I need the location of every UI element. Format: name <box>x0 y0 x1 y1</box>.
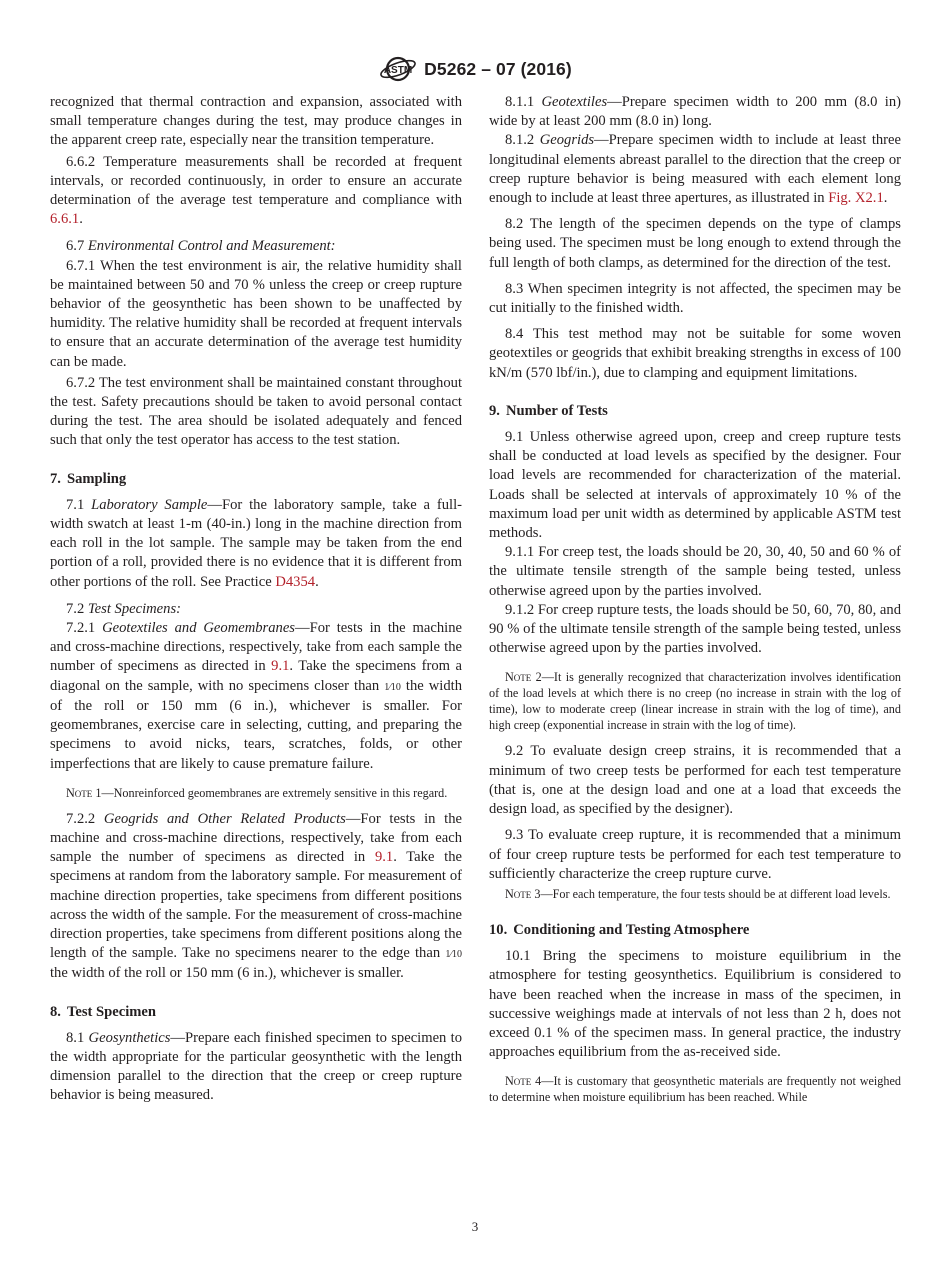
clause-number: 6.7 <box>66 238 88 255</box>
right-column <box>489 93 901 1114</box>
paragraph-8-2: 8.2 The length of the specimen depends on the type of clamps being used. The specimen must be long enough to extend through the full length of both clamps, as determined for the direction of the test. <box>489 216 901 271</box>
note-text: —Nonreinforced geomembranes are extremely sensitive in this regard. <box>101 785 448 800</box>
fraction: 1⁄10 <box>384 681 401 693</box>
note-label: Note 2 <box>505 670 542 685</box>
clause-title: Geotextiles <box>541 94 608 110</box>
clause-number: 8.1.1 <box>505 94 542 110</box>
paragraph-8-3: 8.3 When specimen integrity is not affected, the specimen may be cut initially to the finished width. <box>489 280 901 317</box>
link-fig-x2-1[interactable]: Fig. X2.1 <box>828 190 884 207</box>
paragraph-text: —Prepare each finished specimen to specimen to the width appropriate for the particular geosynthetic with the length dimension parallel to the direction that the creep or creep rupture behavior is being measured. <box>50 1029 462 1104</box>
section-title: Number of Tests <box>505 402 608 419</box>
page-number: 3 <box>471 1219 479 1234</box>
clause-number: 7.1 <box>66 496 92 513</box>
astm-logo-icon <box>378 53 418 85</box>
note-1 <box>50 785 462 801</box>
note-text: —For each temperature, the four tests should be at different load levels. <box>540 886 891 901</box>
clause-title: Geosynthetics <box>88 1029 171 1046</box>
svg-text:ASTM: ASTM <box>384 65 413 76</box>
paragraph-9-1-1: 9.1.1 For creep test, the loads should be 20, 30, 40, 50 and 60 % of the ultimate tensile strength of the sample being tested, unless otherwise agreed upon by the parties involved. <box>489 544 901 599</box>
note-text: —It is customary that geosynthetic materials are frequently not weighed to determine when moisture equilibrium has been reached. While <box>489 1074 901 1105</box>
section-heading-10 <box>489 921 901 940</box>
note-label: Note 3 <box>505 886 541 901</box>
paragraph-10-1: 10.1 Bring the specimens to moisture equilibrium in the atmosphere for testing geosynthetics. Equilibrium is considered to have been reached when the increase in mass of the specimen, in successive weighings made at intervals of not less than 2 h, does not exceed 0.1 % of the specimen mass. In general practice, the industry approaches equilibrium from the as-received side. <box>489 948 901 1061</box>
paragraph-text: the width of the roll or 150 mm (6 in.), whichever is smaller. <box>50 965 404 982</box>
clause-title: Geogrids <box>539 132 595 149</box>
section-heading-9 <box>489 402 901 421</box>
fraction: 1⁄10 <box>445 949 462 961</box>
clause-number: 7.2.1 <box>66 620 103 637</box>
clause-title: Geotextiles and Geomembranes <box>102 620 295 637</box>
paragraph-text: —Prepare specimen width to 200 mm (8.0 in) wide by at least 200 mm (8.0 in) long. <box>489 94 901 130</box>
paragraph-text: . Take the specimens from a diagonal on the sample, with no specimens closer than <box>50 658 462 694</box>
note-label: Note 1 <box>66 785 102 800</box>
paragraph-7-2 <box>50 600 462 619</box>
note-2 <box>489 669 901 733</box>
paragraph-text: the width of the roll or 150 mm (6 in.), whichever is smaller. For geomembranes, exercise care in selecting, cutting, and preparing the specimens to avoid nicks, tears, scratches, folds, or other imperfections that are likely to cause premature failure. <box>50 677 462 772</box>
paragraph-text: —For the laboratory sample, take a full-width swatch at least 1-m (40-in.) long in the machine direction from each roll in the lot sample. The sample may be taken from the end portion of a roll, provided there is no evidence that it is different from other portions of the roll. See Practice <box>50 496 463 590</box>
paragraph-text: 6.6.2 Temperature measurements shall be recorded at frequent intervals, or recorded continuously, in order to ensure an accurate determination of the average test temperature and compliance with <box>50 153 462 209</box>
left-column <box>50 93 462 1106</box>
paragraph-text: —For tests in the machine and cross-machine directions, respectively, take from each sample the number of specimens as directed in <box>50 810 462 866</box>
clause-number: 7.2.2 <box>66 810 104 827</box>
note-text: —It is generally recognized that characterization involves identification of the load levels at which there is no creep (no increase in strain with the log of time), low to moderate creep (linear increase in strain with the log of time), and high creep (exponential increase in strain with the log of time). <box>489 670 902 733</box>
paragraph-6-7-1: 6.7.1 When the test environment is air, the relative humidity shall be maintained between 50 and 70 % unless the creep or creep rupture behavior of the geosynthetic has been shown to be unaffected by humidity. The relative humidity shall be recorded at frequent intervals to ensure that an accurate determination of the average test humidity can be made. <box>50 257 462 370</box>
clause-title: Test Specimens: <box>87 600 181 617</box>
section-number: 7. <box>50 470 61 487</box>
paragraph-6-7 <box>50 237 462 256</box>
paragraph-9-1-2: 9.1.2 For creep rupture tests, the loads should be 50, 60, 70, 80, and 90 % of the ultimate tensile strength of the sample being tested, unless otherwise agreed upon by the parties involved. <box>489 601 901 657</box>
paragraph-9-1: 9.1 Unless otherwise agreed upon, creep and creep rupture tests shall be conducted at load levels as specified by the designer. Four load levels are recommended for characterization of the material. Loads shall be selected at intervals of approximately 10 % of the maximum load per unit width as determined by applicable ASTM test methods. <box>489 429 901 542</box>
link-6-6-1[interactable]: 6.6.1 <box>50 211 80 228</box>
clause-title: Geogrids and Other Related Products <box>103 810 346 827</box>
paragraph-6-6-1-continued: recognized that thermal contraction and expansion, associated with small temperature changes during the test, may produce changes in the apparent creep rate, especially near the transition temperature. <box>50 94 462 149</box>
link-9-1[interactable]: 9.1 <box>374 849 394 866</box>
link-9-1[interactable]: 9.1 <box>271 658 290 675</box>
note-4 <box>489 1073 901 1105</box>
section-number: 9. <box>489 402 500 419</box>
paragraph-text: —Prepare specimen width to include at least three longitudinal elements abreast parallel to the direction that the creep or creep rupture behavior is being measured with each element long enough to include at least three apertures, as illustrated in <box>489 132 901 207</box>
section-number: 8. <box>50 1003 61 1020</box>
section-title: Sampling <box>66 470 127 487</box>
paragraph-text: —For tests in the machine and cross-machine directions, respectively, take from each sample the number of specimens as directed in <box>50 620 462 675</box>
note-3 <box>489 886 901 902</box>
note-label: Note 4 <box>505 1074 542 1089</box>
paragraph-7-2-2 <box>50 810 462 984</box>
section-title: Test Specimen <box>66 1003 157 1020</box>
clause-title: Environmental Control and Measurement: <box>87 238 336 255</box>
section-number: 10. <box>489 921 508 938</box>
paragraph-8-1 <box>50 1029 462 1106</box>
paragraph-9-3: 9.3 To evaluate creep rupture, it is recommended that a minimum of four creep rupture tests be performed for each test temperature to sufficiently characterize the creep rupture curve. <box>489 827 901 882</box>
clause-title: Laboratory Sample <box>91 496 208 513</box>
section-heading-8 <box>50 1003 462 1022</box>
section-title: Conditioning and Testing Atmosphere <box>513 921 750 938</box>
paragraph-6-7-2: 6.7.2 The test environment shall be maintained constant throughout the test. Safety precautions should be taken to avoid personal contact during the test. The area should be isolated adequately and fenced such that only the test operator has access to the test station. <box>50 374 462 449</box>
clause-number: 8.1 <box>66 1029 89 1046</box>
paragraph-8-4: 8.4 This test method may not be suitable for some woven geotextiles or geogrids that exhibit breaking strengths in excess of 100 kN/m (570 lbf/in.), due to clamping and equipment limitations. <box>489 326 901 381</box>
paragraph-8-1-1 <box>489 93 901 131</box>
clause-number: 7.2 <box>66 600 88 617</box>
paragraph-9-2: 9.2 To evaluate design creep strains, it is recommended that a minimum of two creep tests be performed for each test temperature (that is, one at the design load and one at a load that exceeds the design load, as specified by the designer). <box>489 743 901 818</box>
paragraph-text: . Take the specimens at random from the laboratory sample. For measurement of machine direction properties, take specimens from different positions across the width of the sample. For the measurement of cross-machine direction properties, take specimens from different positions along the length of the sample. Take no specimens nearer to the edge than <box>50 849 462 962</box>
paragraph-8-1-2: 8.1.2 Geogrids—Prepare specimen width to include at least three longitudinal elements abreast parallel to the direction that the creep or creep rupture behavior is being measured with each element long enough to include at least three apertures, as illustrated in Fig. X2.1. <box>489 132 901 207</box>
paragraph-7-1: 7.1 Laboratory Sample—For the laboratory sample, take a full-width swatch at least 1-m (40-in.) long in the machine direction from each roll in the lot sample. The sample may be taken from the end portion of a roll, provided there is no evidence that it is different from other portions of the roll. See Practice D4354. <box>50 496 463 590</box>
section-heading-7 <box>50 470 462 489</box>
paragraph-7-2-1 <box>50 619 462 774</box>
paragraph-6-6-2: 6.6.2 Temperature measurements shall be recorded at frequent intervals, or recorded continuously, in order to ensure an accurate determination of the average test temperature and compliance with 6.6.1. <box>50 153 462 228</box>
link-d4354[interactable]: D4354 <box>275 573 316 590</box>
page-header <box>0 52 950 86</box>
document-designation: D5262 – 07 (2016) <box>424 58 572 79</box>
clause-number: 8.1.2 <box>505 132 540 149</box>
